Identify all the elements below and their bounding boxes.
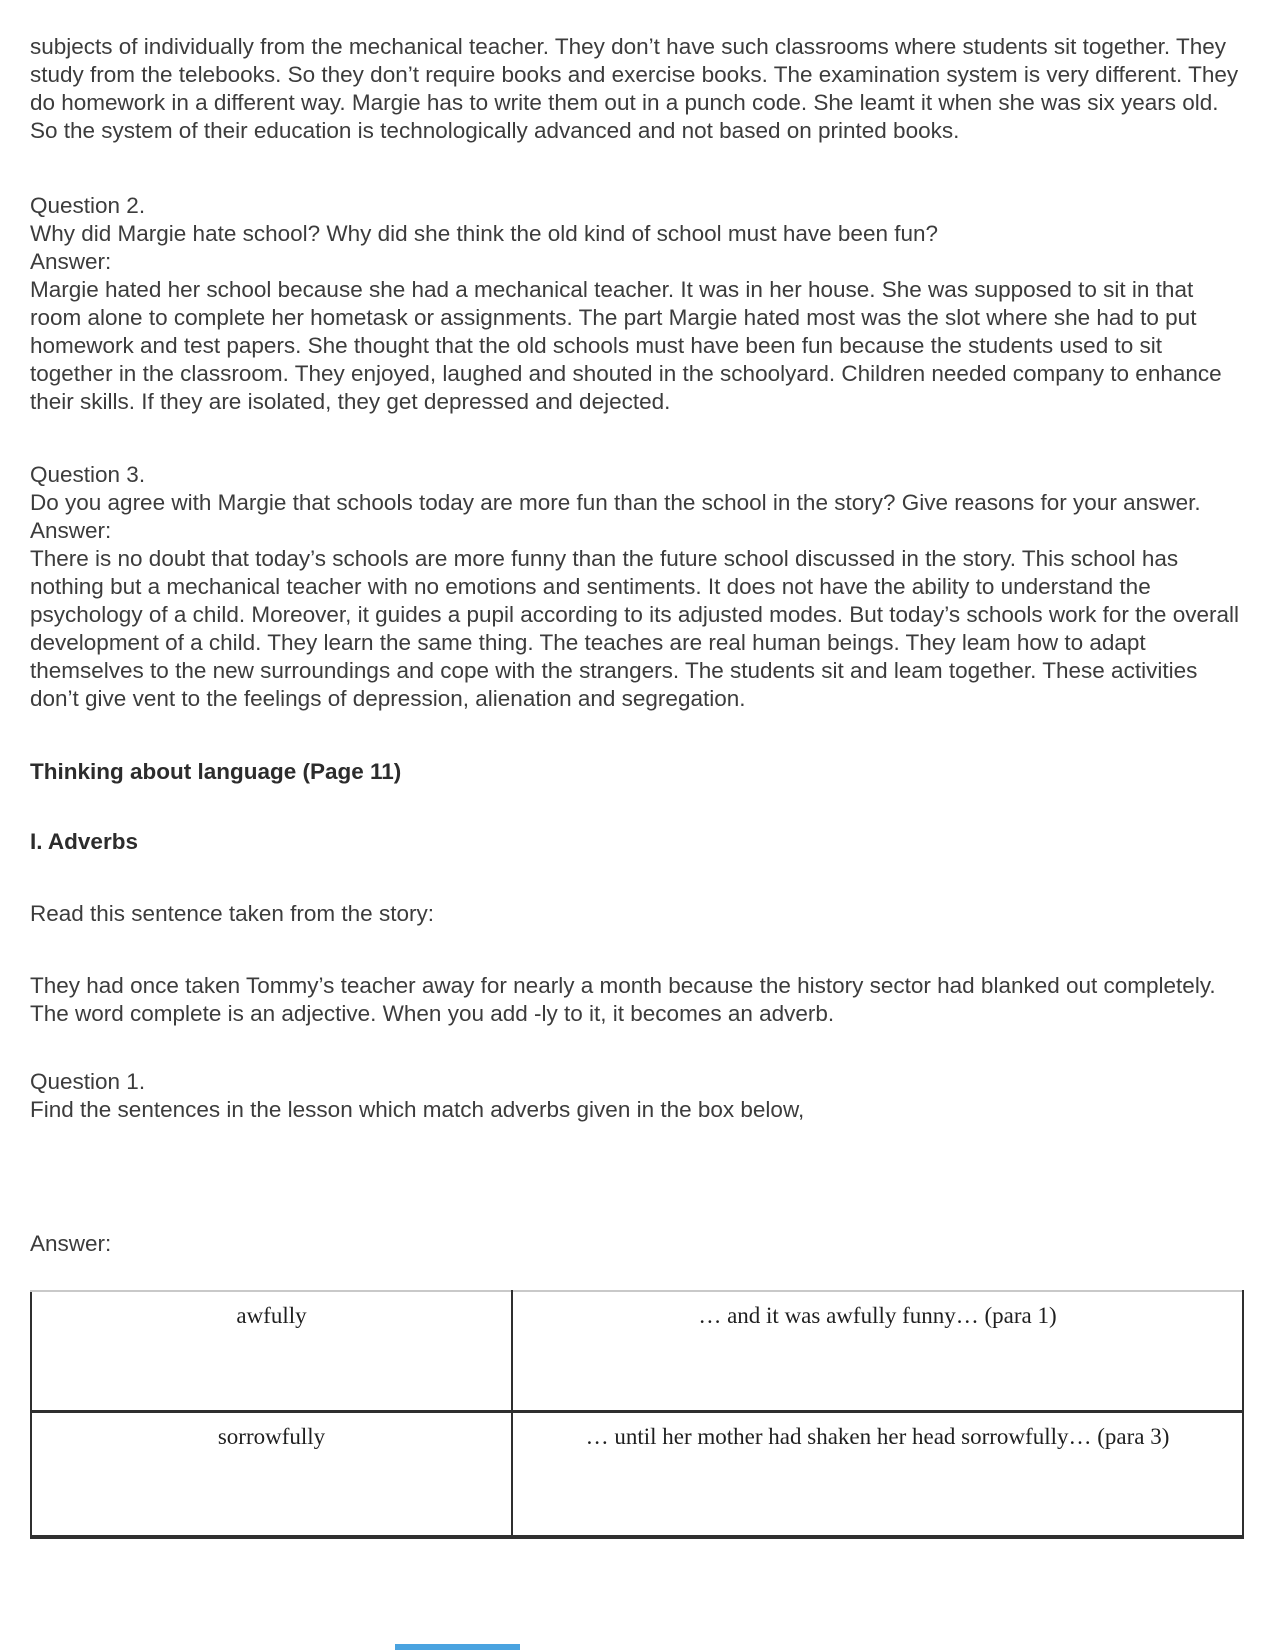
question-1-text: Find the sentences in the lesson which match adverbs given in the box below,	[30, 1097, 805, 1122]
table-cell-sentence: … until her mother had shaken her head sorrowfully… (para 3)	[512, 1411, 1243, 1537]
question-2-answer-label: Answer:	[30, 249, 112, 274]
question-1-label: Question 1.	[30, 1069, 146, 1094]
question-3-answer-text: There is no doubt that today’s schools are more funny than the future school discussed in the story. This school has nothing but a mechanical teacher with no emotions and sentiments. It does not have the ability to understand the psychology of a child. Moreover, it guides a pupil according to its adjusted modes. But today’s schools work for the overall development of a child. They learn the same thing. The teaches are real human beings. They leam how to adapt themselves to the new surroundings and cope with the strangers. The students sit and leam together. These activities don’t give vent to the feelings of depression, alienation and segregation.	[30, 546, 1239, 711]
example-sentence-paragraph: They had once taken Tommy’s teacher away for nearly a month because the history sector had blanked out completely. The word complete is an adjective. When you add -ly to it, it becomes an adverb.	[30, 973, 1216, 1026]
subsection-heading-adverbs: I. Adverbs	[30, 829, 138, 854]
table-cell-sentence: … and it was awfully funny… (para 1)	[698, 1303, 1057, 1328]
table-cell-adverb: sorrowfully	[31, 1411, 512, 1537]
table-row	[31, 1291, 1243, 1411]
question-3-text: Do you agree with Margie that schools today are more fun than the school in the story? Give reasons for your answer.	[30, 490, 1201, 515]
adverb-match-table	[30, 1290, 1244, 1539]
table-row	[31, 1411, 1243, 1537]
question-3-label: Question 3.	[30, 462, 146, 487]
read-sentence-intro: Read this sentence taken from the story:	[30, 901, 434, 926]
question-2-text: Why did Margie hate school? Why did she think the old kind of school must have been fun?	[30, 221, 939, 246]
question-3-section	[30, 461, 1244, 713]
intro-paragraph: subjects of individually from the mechanical teacher. They don’t have such classrooms where students sit together. They study from the telebooks. So they don’t require books and exercise books. The examination system is very different. They do homework in a different way. Margie has to write them out in a punch code. She leamt it when she was six years old. So the system of their education is technologically advanced and not based on printed books.	[30, 34, 1239, 143]
question-2-answer-text: Margie hated her school because she had a mechanical teacher. It was in her house. She was supposed to sit in that room alone to complete her hometask or assignments. The part Margie hated most was the slot where she had to put homework and test papers. She thought that the old schools must have been fun because the students used to sit together in the classroom. They enjoyed, laughed and shouted in the schoolyard. Children needed company to enhance their skills. If they are isolated, they get depressed and dejected.	[30, 277, 1222, 414]
question-1-section	[30, 1068, 1244, 1124]
question-2-section	[30, 192, 1244, 416]
partially-visible-blue-element[interactable]	[395, 1644, 520, 1650]
section-heading-thinking-about-language: Thinking about language (Page 11)	[30, 759, 402, 784]
question-2-label: Question 2.	[30, 193, 146, 218]
question-3-answer-label: Answer:	[30, 518, 112, 543]
table-cell-adverb: awfully	[31, 1291, 512, 1411]
question-1-answer-label: Answer:	[30, 1231, 112, 1256]
